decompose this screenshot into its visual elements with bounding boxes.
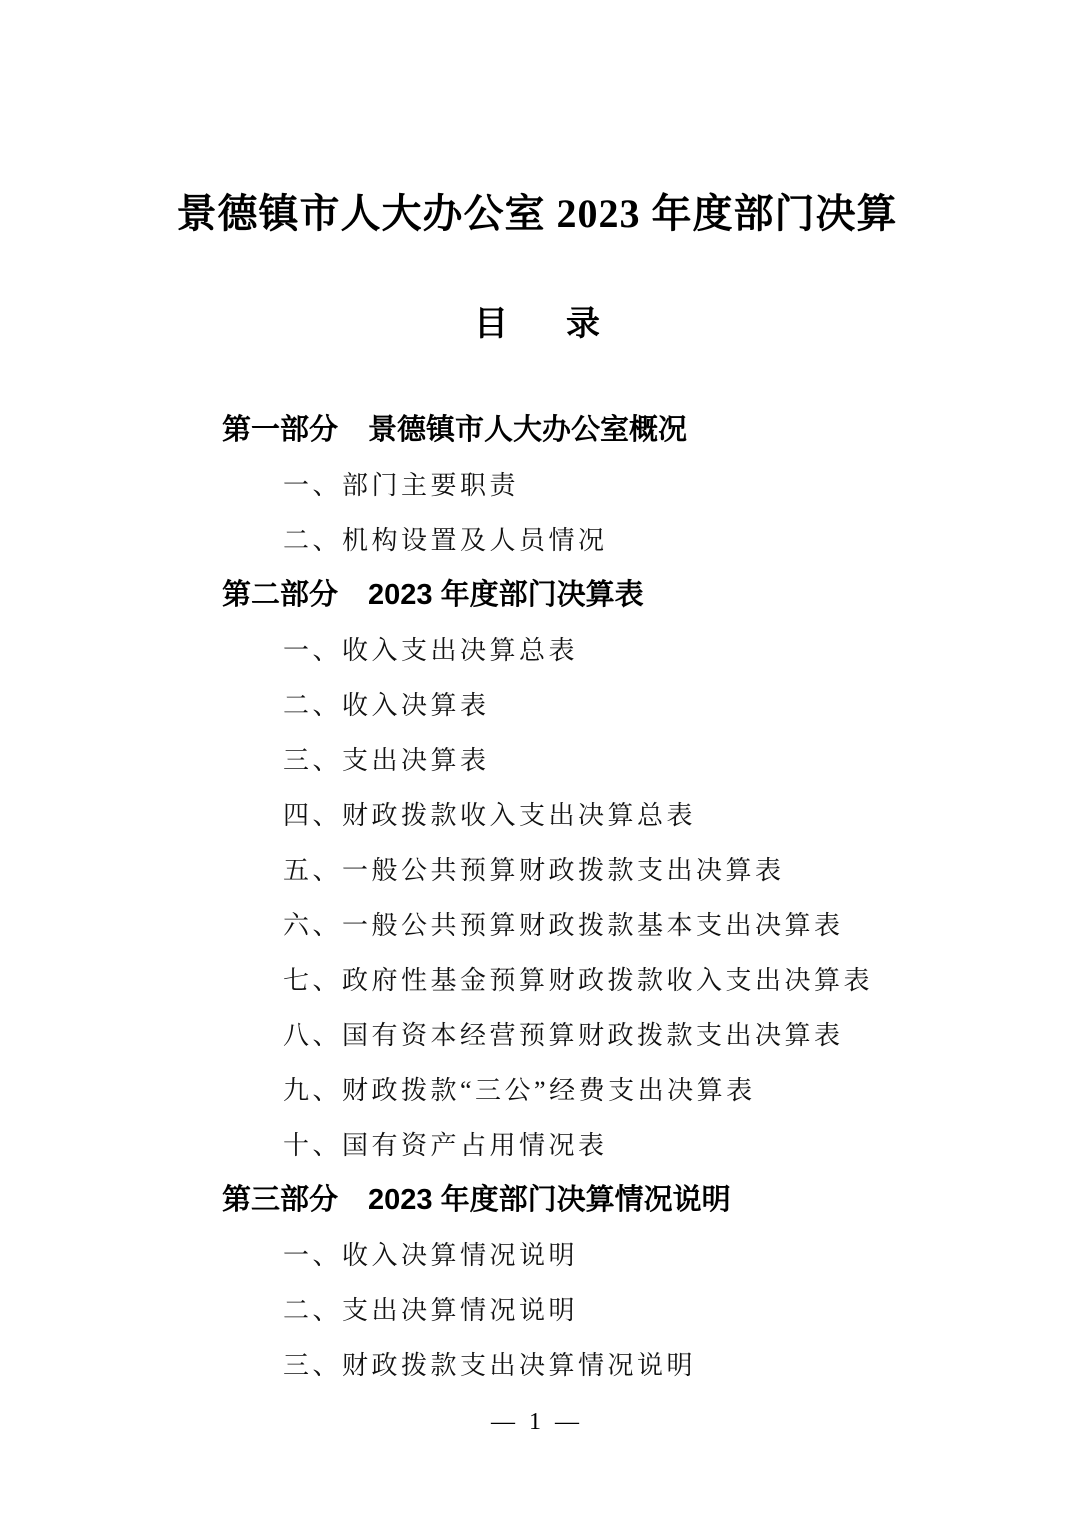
table-of-contents	[0, 403, 1074, 1393]
toc-item: 六、一般公共预算财政拨款基本支出决算表	[283, 911, 844, 940]
toc-section-3-heading	[0, 1173, 1074, 1228]
toc-heading-char-right: 录	[566, 306, 600, 343]
toc-item: 一、部门主要职责	[283, 471, 520, 500]
toc-item: 一、收入决算情况说明	[283, 1241, 579, 1270]
toc-section-1-heading	[0, 403, 1074, 458]
toc-item: 二、支出决算情况说明	[283, 1296, 579, 1325]
toc-heading	[0, 303, 1074, 347]
toc-item: 十、国有资产占用情况表	[283, 1131, 608, 1160]
toc-section-title: 2023 年度部门决算表	[368, 579, 644, 611]
toc-item: 二、机构设置及人员情况	[283, 526, 608, 555]
toc-item: 一、收入支出决算总表	[283, 636, 579, 665]
toc-section-label: 第二部分	[222, 579, 339, 611]
toc-section-2-heading	[0, 568, 1074, 623]
toc-item: 九、财政拨款“三公”经费支出决算表	[283, 1076, 756, 1105]
toc-item: 四、财政拨款收入支出决算总表	[283, 801, 697, 830]
toc-section-label: 第三部分	[222, 1184, 339, 1216]
document-title: 景德镇市人大办公室 2023 年度部门决算	[176, 191, 898, 236]
toc-item: 五、一般公共预算财政拨款支出决算表	[283, 856, 785, 885]
toc-section-title: 2023 年度部门决算情况说明	[368, 1184, 731, 1216]
toc-item: 八、国有资本经营预算财政拨款支出决算表	[283, 1021, 844, 1050]
toc-item: 三、财政拨款支出决算情况说明	[283, 1351, 697, 1380]
toc-item: 三、支出决算表	[283, 746, 490, 775]
toc-section-title: 景德镇市人大办公室概况	[368, 414, 688, 446]
toc-item: 七、政府性基金预算财政拨款收入支出决算表	[283, 966, 874, 995]
toc-item: 二、收入决算表	[283, 691, 490, 720]
toc-heading-char-left: 目	[474, 306, 508, 343]
toc-section-label: 第一部分	[222, 414, 339, 446]
page-number: — 1 —	[491, 1409, 583, 1435]
